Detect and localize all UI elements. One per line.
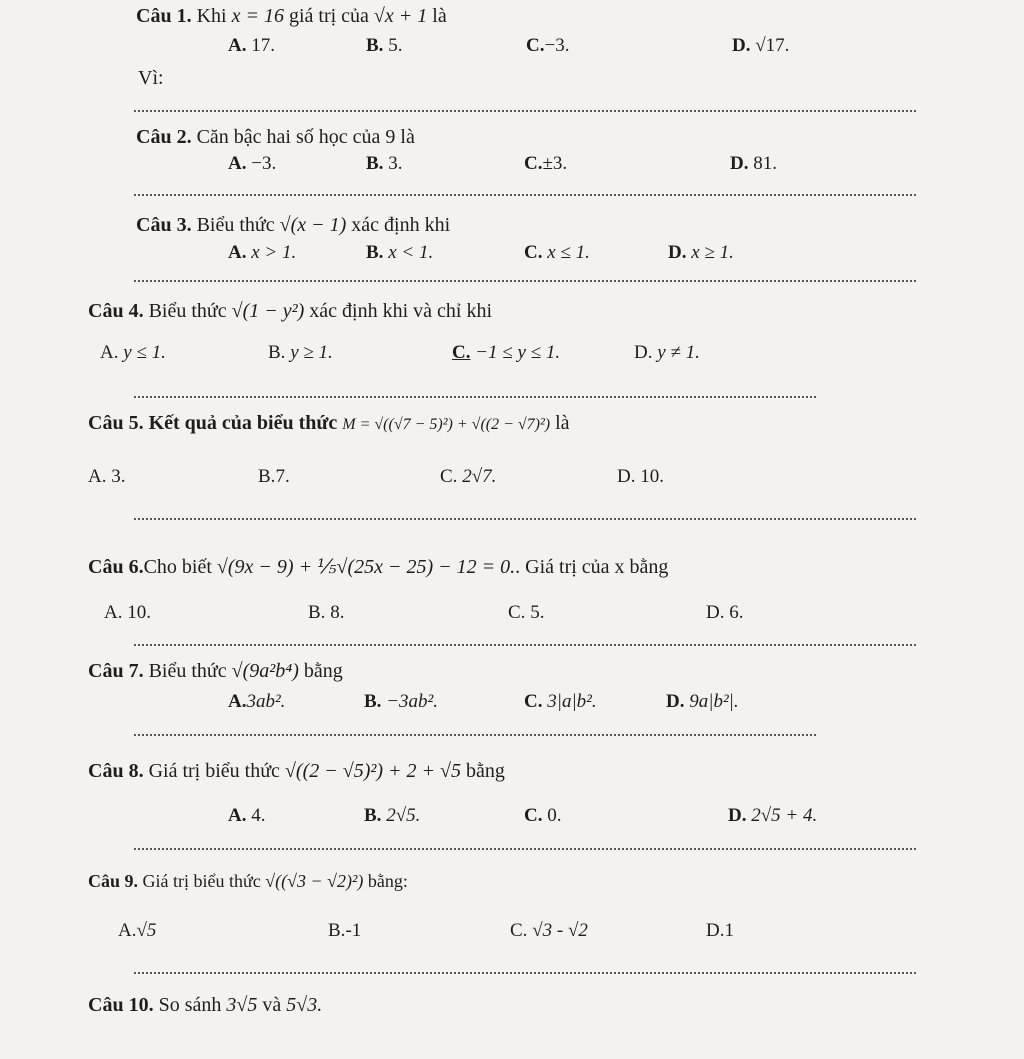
q6-option-a: A. 10.	[104, 602, 151, 623]
q2-option-c: C.±3.	[524, 153, 568, 174]
q5-option-b: B.7.	[258, 466, 290, 487]
question-2: Câu 2. Căn bậc hai số học của 9 là	[136, 126, 415, 148]
q7-option-b: B. −3ab².	[364, 691, 438, 712]
question-6: Câu 6.Cho biết √(9x − 9) + ⅕√(25x − 25) − 12 = 0.. Giá trị của x bằng	[88, 556, 669, 578]
q6-option-c: C. 5.	[508, 602, 545, 623]
q1-option-d: D. √17.	[732, 35, 790, 56]
q7-option-c: C. 3|a|b².	[524, 691, 597, 712]
q9-option-d: D.1	[706, 920, 734, 941]
q4-option-d: D. y ≠ 1.	[634, 342, 700, 363]
question-4: Câu 4. Biểu thức √(1 − y²) xác định khi và chỉ khi	[88, 300, 493, 322]
q4-option-a: A. y ≤ 1.	[100, 342, 166, 363]
q6-option-d: D. 6.	[706, 602, 744, 623]
question-8: Câu 8. Giá trị biểu thức √((2 − √5)²) + 2 + √5 bằng	[88, 760, 505, 782]
q1-option-a: A. 17.	[228, 35, 275, 56]
question-7: Câu 7. Biểu thức √(9a²b⁴) bằng	[88, 660, 343, 682]
q5-option-d: D. 10.	[617, 466, 664, 487]
q4-option-c: C. −1 ≤ y ≤ 1.	[452, 342, 561, 363]
q9-option-a: A.√5	[118, 920, 157, 941]
answer-line	[134, 734, 816, 736]
answer-line	[134, 280, 916, 282]
question-3: Câu 3. Biểu thức √(x − 1) xác định khi	[136, 214, 451, 236]
question-9: Câu 9. Giá trị biểu thức √((√3 − √2)²) bằng:	[88, 871, 408, 891]
answer-line	[134, 518, 916, 520]
q5-option-a: A. 3.	[88, 466, 126, 487]
q7-option-a: A.3ab².	[228, 691, 286, 712]
q8-option-c: C. 0.	[524, 805, 562, 826]
q1-option-c: C.−3.	[526, 35, 570, 56]
question-1: Câu 1. Khi x = 16 giá trị của √x + 1 là	[136, 5, 447, 27]
answer-line	[134, 644, 916, 646]
question-5: Câu 5. Kết quả của biểu thức M = √((√7 − 5)²) + √((2 − √7)²) là	[88, 412, 570, 434]
q8-option-b: B. 2√5.	[364, 805, 421, 826]
q1-because: Vì:	[138, 67, 164, 89]
q9-option-b: B.-1	[328, 920, 362, 941]
q8-option-d: D. 2√5 + 4.	[728, 805, 818, 826]
question-label: Câu 1.	[136, 5, 192, 27]
q2-option-d: D. 81.	[730, 153, 777, 174]
answer-line	[134, 396, 816, 398]
answer-line	[134, 110, 916, 112]
q8-option-a: A. 4.	[228, 805, 266, 826]
q3-option-a: A. x > 1.	[228, 242, 297, 263]
q6-option-b: B. 8.	[308, 602, 345, 623]
q2-option-b: B. 3.	[366, 153, 403, 174]
q3-option-c: C. x ≤ 1.	[524, 242, 590, 263]
answer-line	[134, 848, 916, 850]
question-10: Câu 10. So sánh 3√5 và 5√3.	[88, 994, 323, 1016]
q3-option-b: B. x < 1.	[366, 242, 434, 263]
q7-option-d: D. 9a|b²|.	[666, 691, 739, 712]
q4-option-b: B. y ≥ 1.	[268, 342, 333, 363]
q1-option-b: B. 5.	[366, 35, 403, 56]
answer-line	[134, 972, 916, 974]
q5-option-c: C. 2√7.	[440, 466, 497, 487]
q9-option-c: C. √3 - √2	[510, 920, 588, 941]
q2-option-a: A. −3.	[228, 153, 277, 174]
answer-line	[134, 194, 916, 196]
q3-option-d: D. x ≥ 1.	[668, 242, 734, 263]
